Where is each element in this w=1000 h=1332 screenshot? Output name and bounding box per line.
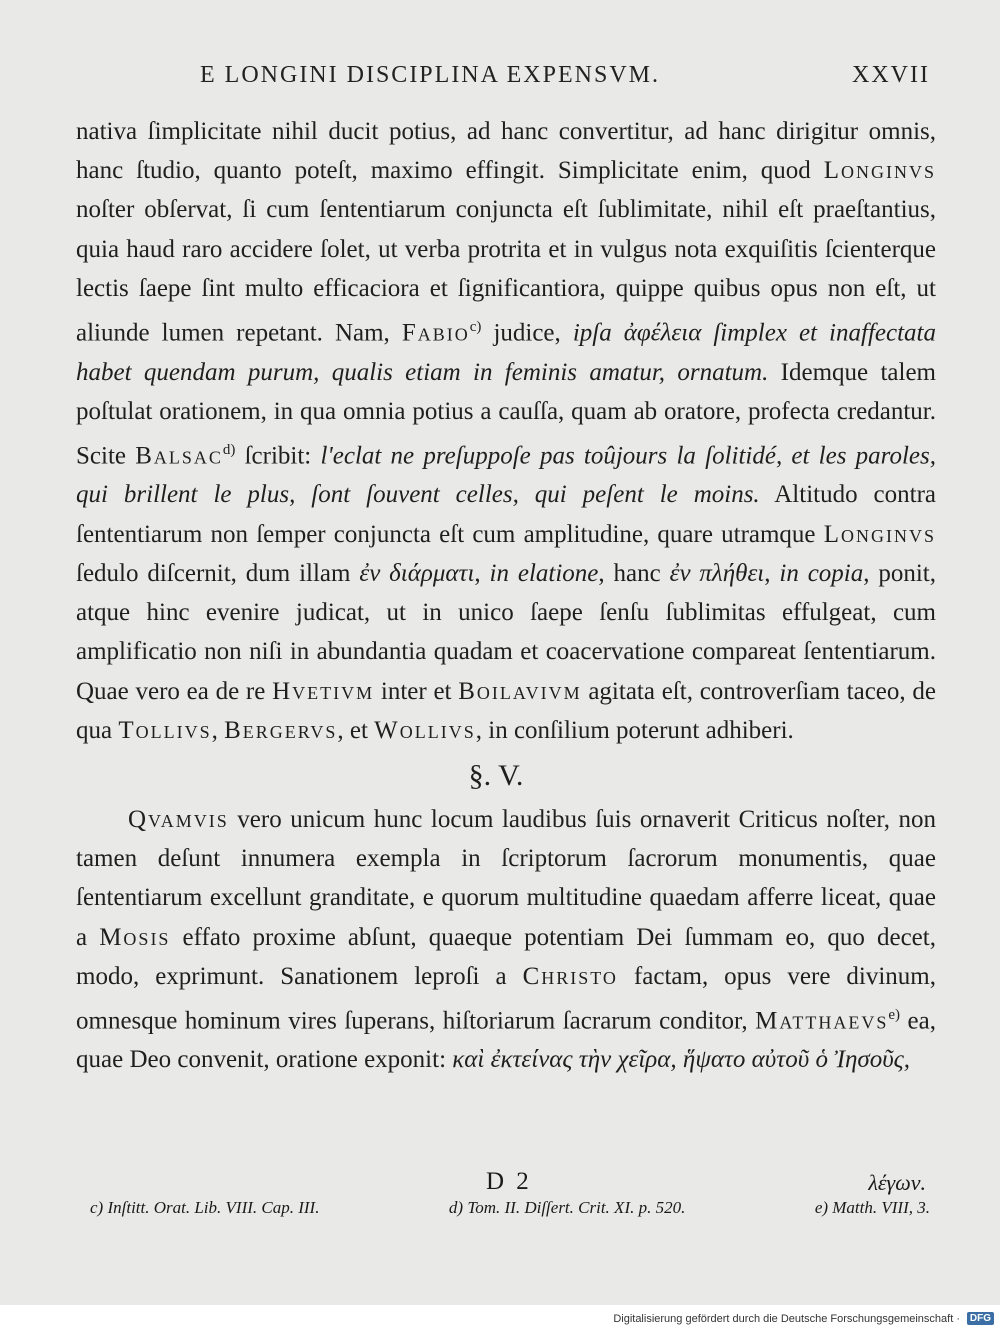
footnote-e: e) Matth. VIII, 3. — [814, 1198, 930, 1217]
text-run: Altitudo contra ſententiarum non ſemper conjuncta eſt cum amplitudine, quare utramque — [76, 481, 937, 548]
footnote-c: c) Inſtitt. Orat. Lib. VIII. Cap. III. — [90, 1198, 320, 1217]
text-run: nativa ſimplicitate nihil ducit potius, ad hanc convertitur, ad hanc dirigitur omnis, hanc ſtudio, quanto poteſt, maximo effingit. Simplicitate enim, quod — [76, 118, 936, 185]
name-bergerus: Bergervs — [224, 716, 338, 744]
paragraph-2 — [76, 800, 936, 1080]
catchword: λέγων. — [868, 1170, 926, 1195]
text-run: Idemque talem poſtulat orationem, in qua omnia potius a cauſſa, quam ab oratore, profecta credantur. Scite — [76, 358, 936, 470]
text-run: ſedulo diſcernit, dum illam — [76, 559, 360, 587]
text-run: agitata eſt, controverſiam taceo, de qua — [76, 677, 936, 744]
footnote-d: d) Tom. II. Diſſert. Crit. XI. p. 520. — [448, 1198, 686, 1217]
dfg-logo: DFG — [967, 1312, 994, 1325]
digitization-footer — [0, 1305, 1000, 1332]
section-heading: §. V. — [468, 758, 524, 792]
text-run: noſter obſervat, ſi cum ſententiarum conjuncta eſt ſublimitate, nihil eſt praeſtantius, quia haud raro accidere ſolet, ut verba protrita et in vulgus nota exquiſitis ſcienterque lectis ſaepe ſint multo efficaciora et ſignificantiora, quippe quibus opus non eſt, ut aliunde lumen repetant. Nam, — [76, 196, 936, 347]
text-run: , in conſilium poterunt adhiberi. — [475, 716, 794, 744]
running-title: E LONGINI DISCIPLINA EXPENSVM. — [200, 62, 660, 88]
name-mosis: Mosis — [99, 923, 171, 951]
main-text — [76, 112, 936, 1080]
text-run: vero unicum hunc locum laudibus ſuis ornaverit Criticus noſter, non tamen deſunt innumera exempla in ſcriptorum ſacrorum monumentis, quae ſententiarum excellunt granditate, e quorum multitudine quaedam afferre liceat, quae a — [76, 805, 936, 951]
text-run: inter et — [374, 677, 459, 705]
text-run: , — [764, 559, 780, 587]
text-run: , hanc — [598, 559, 670, 587]
footnote-ref-d: d) — [222, 441, 236, 458]
footnote-ref-e: e) — [888, 1006, 901, 1023]
text-run: ſcribit: — [235, 442, 321, 470]
greek-term: ἐν διάρματι — [359, 559, 475, 587]
text-run: judice, — [481, 319, 573, 347]
funding-credit: Digitalisierung gefördert durch die Deutsche Forschungsgemeinschaft · — [613, 1313, 960, 1325]
footnote-ref-c: c) — [469, 319, 482, 336]
text-run: factam, opus vere divinum, omnesque hominum vires ſuperans, hiſtoriarum ſacrarum conditor, — [76, 962, 937, 1035]
name-longinus: Longinvs — [823, 157, 936, 185]
initial-word: Qvamvis — [128, 805, 229, 833]
name-fabio: Fabio — [401, 319, 470, 347]
name-huetius: Hvetivm — [272, 677, 375, 705]
name-longinus: Longinvs — [823, 520, 936, 548]
name-boilavius: Boilavivm — [458, 677, 582, 705]
text-run: , et — [337, 716, 375, 744]
name-wollius: Wollivs — [374, 716, 476, 744]
greek-quote: καὶ ἐκτείνας τὴν χεῖρα, ἥψατο αὐτοῦ ὁ Ἰησοῦς, — [452, 1046, 911, 1074]
text-run: , ponit, atque hinc evenire judicat, ut in unico ſaepe ſenſu ſublimitas effulgeat, cum amplificatio non niſi in abundantia quadam et coacervatione compareat ſententiarum. Quae vero ea de re — [76, 559, 936, 705]
name-tollius: Tollivs — [118, 716, 212, 744]
quote-quintilian: ipſa ἀφέλεια ſimplex et inaffectata habet quendam purum, qualis etiam in feminis amatur, ornatum. — [76, 319, 936, 386]
text-run: ea, quae Deo convenit, oratione exponit: — [76, 1007, 936, 1074]
page-number: XXVII — [852, 62, 930, 88]
paragraph-1 — [76, 112, 936, 750]
signature-line — [76, 1168, 936, 1198]
text-run: , — [211, 716, 225, 744]
greek-term: ἐν πλήθει — [669, 559, 765, 587]
quote-balsac: l'eclat ne preſuppoſe pas toûjours la ſolitidé, et les paroles, qui brillent le plus, ſont ſouvent celles, qui peſent le moins. — [76, 442, 936, 509]
text-run: effato proxime abſunt, quaeque potentiam Dei ſummam eo, quo decet, modo, exprimunt. Sanationem leproſi a — [76, 923, 936, 990]
name-matthaeus: Matthaevs — [755, 1007, 889, 1035]
latin-term: in copia — [779, 559, 864, 587]
text-run: , — [474, 559, 490, 587]
latin-term: in elatione — [489, 559, 599, 587]
footnotes — [90, 1198, 930, 1218]
name-christo: Christo — [522, 962, 618, 990]
name-balsac: Balsac — [135, 442, 223, 470]
signature-mark: D 2 — [486, 1168, 532, 1195]
